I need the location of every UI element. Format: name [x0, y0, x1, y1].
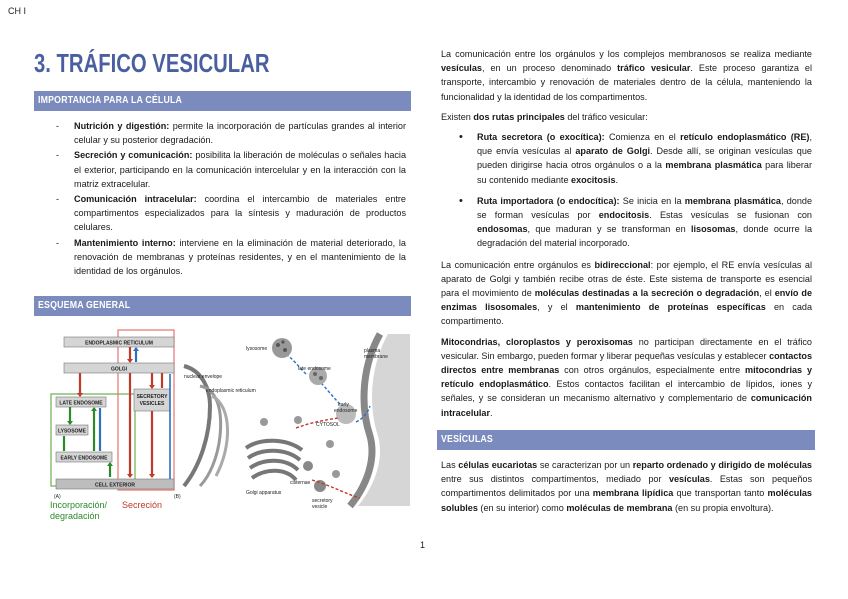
bold-run: aparato de Golgi [575, 146, 651, 157]
text-run: , donde ocurre la degradación del material incorporado. [477, 224, 812, 249]
section-heading-vesicles [437, 430, 815, 450]
intro-paragraph [441, 47, 812, 104]
fig-golgi-label: GOLGI [110, 366, 128, 373]
text-run: Comienza en el [604, 132, 681, 143]
text-run: no participan directamente en el tráfico vesicular. Sin embargo, pueden formar y liberar pequeñas vesículas y establecer [441, 336, 812, 361]
vesicles-text-block [441, 458, 812, 521]
text-run: . Estos contactos facilitan el intercambio de lípidos, iones y señales, y se consideran un mecanismo alternativo y complementario de [441, 379, 812, 404]
bold-run: vesículas [441, 63, 482, 74]
text-run: . Estas son pequeños compartimentos delimitados por una [441, 474, 812, 499]
text-run: . Estas vesículas se fusionan con [649, 210, 812, 221]
bold-run: mantenimiento de proteínas específicas [575, 302, 766, 313]
fig2-cisternae-label: cisternae [290, 480, 311, 486]
fig2-plasma-membrane-label-2: membrane [364, 354, 388, 360]
fig2-late-endosome-label: late endosome [298, 366, 331, 372]
text-run: con otros orgánulos, especialmente entre [559, 365, 746, 376]
bold-run: reparto ordenado y dirigido de moléculas [632, 460, 812, 470]
page-number: 1 [420, 540, 426, 550]
importance-item-title: Nutrición y digestión: [74, 121, 170, 131]
text-run: , que envía vesículas al [477, 132, 812, 157]
bold-run: endocitosis [598, 210, 650, 221]
text-run: (en su interior) como [477, 502, 567, 513]
text-run: del tráfico vesicular: [564, 111, 648, 122]
fig-cell-exterior-label: CELL EXTERIOR [95, 482, 135, 489]
bold-run: Mitocondrias, cloroplastos y peroxisomas [441, 336, 633, 347]
section-heading-vesicles-text: VESÍCULAS [441, 434, 493, 445]
bold-run: células eucariotas [458, 460, 538, 470]
fig-er-label: ENDOPLASMIC RETICULUM [85, 340, 153, 347]
importance-item-text: posibilita la liberación de moléculas o señales hacia el exterior, participando en la comunicación intercelular y en la interacción con la matriz extracelular. [74, 150, 406, 189]
bold-run: envío de enzimas lisosomales [441, 288, 813, 313]
fig2-lysosome-label: lysosome [246, 346, 268, 352]
text-run: entre sus distintos compartimentos, mediado por [441, 474, 669, 485]
route-item [457, 194, 812, 251]
bold-run: Ruta secretora (o exocítica): [477, 132, 605, 143]
bold-run: exocitosis [571, 174, 616, 185]
bold-run: vesículas [668, 474, 710, 485]
importance-item-title: Secreción y comunicación: [74, 150, 193, 161]
fig-early-endosome-label: EARLY ENDOSOME [60, 455, 108, 462]
text-run: . Desde allí, se originan vesículas que pueden dirigirse hacia otros orgánulos o a la [477, 146, 812, 171]
text-run: , que maduran y se transforman en [527, 224, 691, 235]
fig2-er-label: endoplasmic reticulum [206, 388, 256, 394]
text-run: se caracterizan por un [537, 460, 633, 470]
route-item [457, 130, 812, 187]
fig-late-endosome-label: LATE ENDOSOME [59, 400, 103, 407]
bidirectional-paragraph [441, 258, 812, 329]
importance-item [56, 148, 406, 191]
bold-run: membrana plasmática [665, 160, 762, 171]
importance-item [56, 119, 406, 147]
text-run: , y el [537, 302, 576, 313]
fig-panel-b: (B) [174, 494, 181, 500]
text-run: Existen [441, 111, 474, 122]
text-run: . [490, 407, 493, 418]
bold-run: retículo endoplasmático (RE) [680, 132, 810, 143]
fig-secretory-label-2: VESICLES [139, 401, 165, 407]
vesicles-paragraph [441, 458, 812, 515]
fig2-secretory-vesicle-label-2: vesicle [312, 504, 328, 510]
fig-lysosome-label: LYSOSOME [58, 428, 86, 435]
importance-item-text: permite la incorporación de partículas grandes al interior celular y su posterior degradación. [74, 121, 407, 146]
legend-incorporation-1: Incorporación/ [50, 500, 108, 510]
vesicular-traffic-figure [50, 326, 410, 522]
bold-run: membrana plasmática [684, 195, 781, 206]
header-label: CH I [8, 6, 26, 16]
importance-item [56, 236, 406, 279]
routes-intro-paragraph [441, 110, 812, 124]
bold-run: endosomas [477, 224, 528, 235]
text-run: : por ejemplo, el RE envía vesículas al aparato de Golgi y también recibe otras de éste. Este sistema de transporte es esencial para el movimiento de [441, 259, 812, 299]
bold-run: moléculas de membrana [566, 502, 673, 513]
section-heading-importance-text: IMPORTANCIA PARA LA CÉLULA [38, 95, 183, 106]
bold-run: moléculas solubles [441, 488, 812, 513]
text-run: en cada compartimento. [441, 302, 812, 327]
importance-list [56, 119, 406, 279]
fig-secretory-label-1: SECRETORY [136, 394, 168, 400]
bold-run: bidireccional [594, 259, 651, 270]
fig2-plasma-membrane-label-1: plasma [364, 348, 381, 354]
legend-secretion: Secreción [122, 500, 163, 510]
text-run: . [615, 174, 619, 185]
routes-list [457, 130, 812, 251]
fig2-secretory-vesicle-label-1: secretory [312, 498, 333, 504]
text-run: (en su propia envoltura). [672, 502, 774, 513]
bold-run: lisosomas [690, 224, 736, 235]
importance-item-title: Mantenimiento interno: [74, 237, 176, 248]
text-run: para liberar su contenido mediante [477, 160, 812, 185]
right-column [441, 47, 812, 426]
page-title: 3. TRÁFICO VESICULAR [34, 48, 270, 78]
fig2-cytosol-label: CYTOSOL [316, 422, 340, 428]
text-run: Se inicia en la [619, 195, 685, 206]
section-heading-scheme-text: ESQUEMA GENERAL [38, 300, 131, 311]
bold-run: comunicación intracelular [441, 393, 812, 418]
bold-run: membrana lipídica [592, 488, 674, 499]
fig2-nuclear-envelope-label: nuclear envelope [184, 374, 223, 380]
bold-run: tráfico vesicular [617, 63, 691, 74]
text-run: Las [441, 460, 459, 470]
importance-item-title: Comunicación intracelular: [74, 194, 197, 205]
bold-run: mitocondrias y retículo endoplasmático [441, 365, 812, 390]
text-run: , el [759, 288, 775, 299]
bold-run: contactos directos entre membranas [441, 350, 813, 376]
fig-panel-a: (A) [54, 494, 61, 500]
text-run: que transportan tanto [673, 488, 768, 499]
text-run: La comunicación entre orgánulos es [441, 259, 595, 270]
legend-incorporation-2: degradación [50, 511, 100, 521]
section-heading-scheme [34, 296, 411, 316]
section-heading-importance [34, 91, 411, 111]
bold-run: moléculas destinadas a la secreción o degradación [534, 288, 760, 299]
bold-run: dos rutas principales [473, 111, 565, 122]
text-run: , donde se forman vesículas por [477, 195, 813, 221]
text-run: La comunicación entre los orgánulos y los complejos membranosos se realiza mediante [441, 49, 812, 59]
fig2-early-endosome-label-2: endosome [334, 408, 358, 414]
importance-item [56, 192, 406, 235]
bold-run: Ruta importadora (o endocítica): [477, 195, 620, 206]
text-run: , en un proceso denominado [481, 63, 618, 74]
importance-item-text: interviene en la eliminación de material deteriorado, la renovación de membranas y proteínas residentes, y en el mantenimiento de la identidad de los orgánulos. [74, 237, 406, 277]
fig2-golgi-apparatus-label: Golgi apparatus [246, 490, 282, 496]
text-run: . Este proceso garantiza el transporte, intercambio y renovación de materiales dentro de la célula, manteniendo la funcionalidad y la identidad de los compartimentos. [441, 63, 812, 102]
mitochondria-paragraph [441, 335, 812, 420]
importance-item-text: coordina el intercambio de materiales entre compartimentos especializados para la síntesis y maduración de productos celulares. [74, 194, 406, 233]
fig2-early-endosome-label-1: early [338, 402, 349, 408]
